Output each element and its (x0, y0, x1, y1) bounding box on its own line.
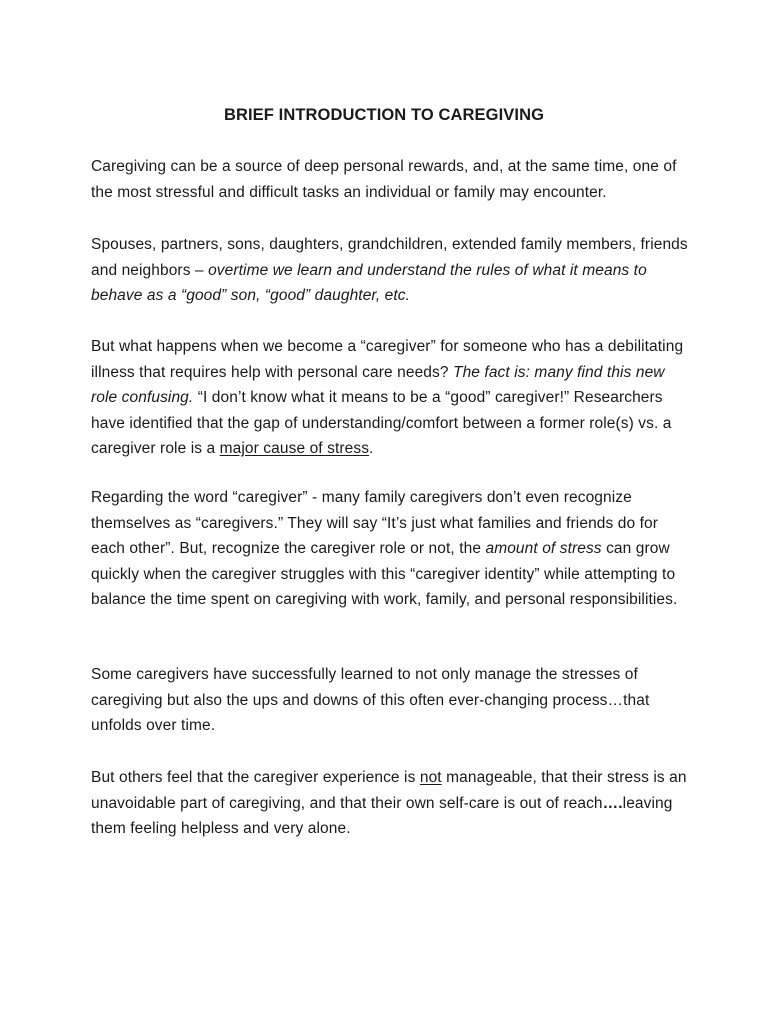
page-title: BRIEF INTRODUCTION TO CAREGIVING (223, 106, 545, 124)
italic-text: amount of stress (485, 540, 602, 557)
bold-text: …. (602, 794, 623, 812)
paragraph-text: . (369, 440, 374, 457)
underlined-text: major cause of stress (219, 440, 370, 457)
paragraph-family-roles (91, 232, 691, 309)
paragraph-becoming-caregiver (91, 334, 691, 462)
paragraph-text: manageable, that their stress is an unavoidable part of caregiving, and that their own self-care is out of reach (91, 769, 687, 812)
paragraph-text: can grow quickly when the caregiver struggles with this “caregiver identity” while attempting to balance the time spent on caregiving with work, family, and personal responsibilities. (91, 540, 678, 608)
paragraph-text: leaving them feeling helpless and very alone. (91, 794, 673, 837)
paragraph-text: Spouses, partners, sons, daughters, grandchildren, extended family members, friends and neighbors – (91, 236, 688, 279)
italic-text: The fact is: many find this new role confusing. (91, 363, 665, 406)
paragraph-struggling-caregivers (91, 765, 691, 842)
underlined-text: not (419, 769, 442, 786)
paragraph-text: Regarding the word “caregiver” - many family caregivers don’t even recognize themselves as “caregivers.” They will say “It’s just what families and friends do for each other”. But, recognize the caregiver role or not, the (91, 489, 658, 557)
paragraph-text: But what happens when we become a “caregiver” for someone who has a debilitating illness that requires help with personal care needs? (91, 338, 684, 381)
paragraph-successful-caregivers (91, 662, 691, 739)
paragraph-text: Some caregivers have successfully learned to not only manage the stresses of caregiving but also the ups and downs of this often ever-changing process…that unfolds over time. (91, 666, 650, 734)
paragraph-text: But others feel that the caregiver experience is (91, 769, 420, 786)
paragraph-text: “I don’t know what it means to be a “good” caregiver!” Researchers have identified that the gap of understanding/comfort between a former role(s) vs. a caregiver role is a (91, 389, 672, 457)
italic-text: overtime we learn and understand the rules of what it means to behave as a “good” son, “good” daughter, etc. (91, 261, 647, 304)
paragraph-text: Caregiving can be a source of deep personal rewards, and, at the same time, one of the most stressful and difficult tasks an individual or family may encounter. (91, 158, 677, 201)
paragraph-caregiver-identity (91, 485, 691, 613)
paragraph-intro (91, 154, 691, 205)
